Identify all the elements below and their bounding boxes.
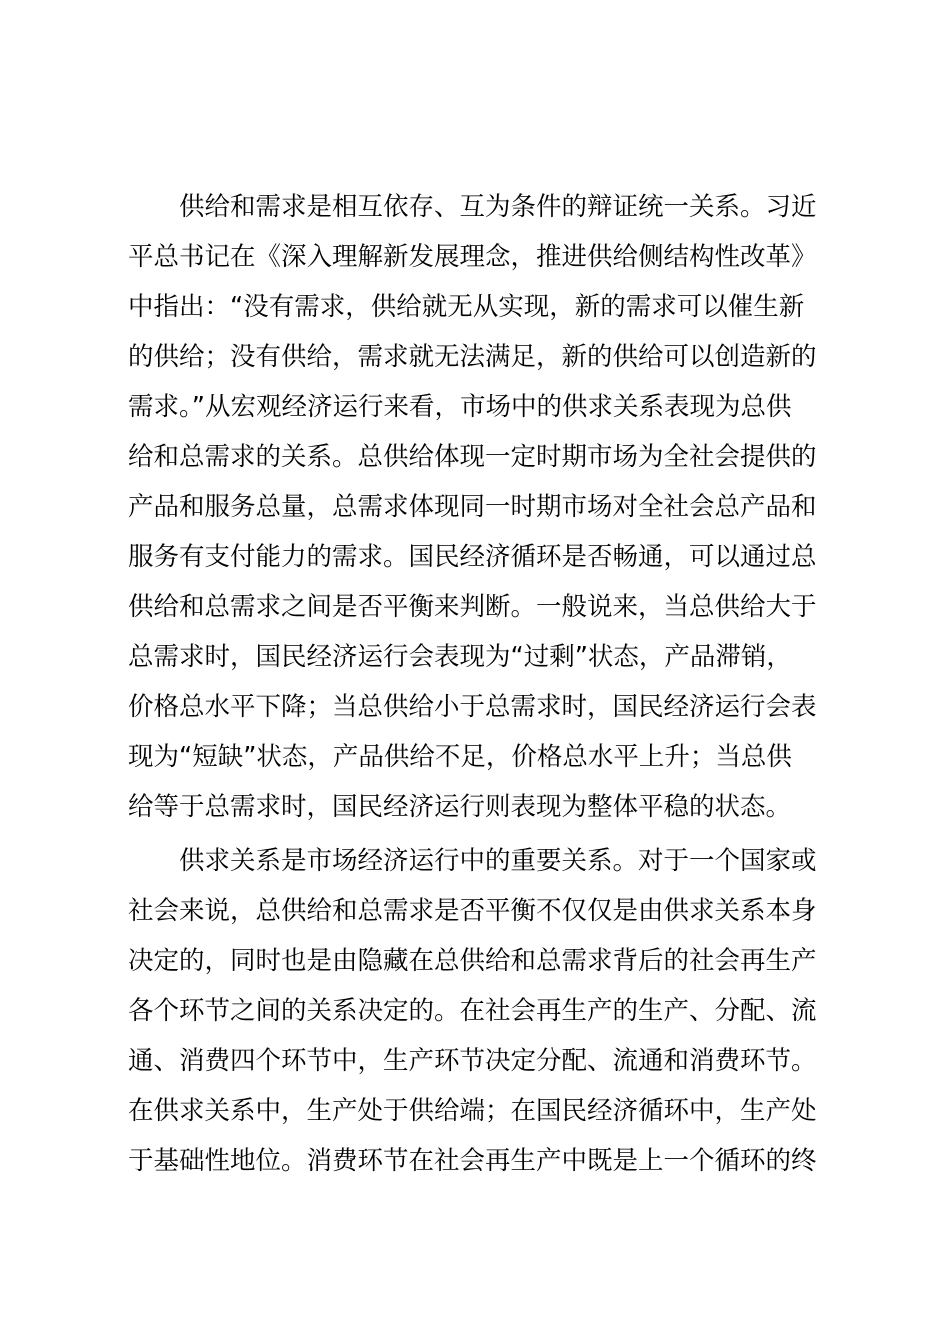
text-line: 决定的，同时也是由隐藏在总供给和总需求背后的社会再生产 bbox=[128, 946, 817, 976]
text-line: 在供求关系中，生产处于供给端；在国民经济循环中，生产处 bbox=[128, 1096, 817, 1126]
text-line: 的供给；没有供给，需求就无法满足，新的供给可以创造新的 bbox=[128, 342, 817, 372]
text-line: 总需求时，国民经济运行会表现为“过剩”状态，产品滞销， bbox=[128, 642, 792, 672]
text-line: 产品和服务总量，总需求体现同一时期市场对全社会总产品和 bbox=[128, 492, 817, 522]
text-line: 现为“短缺”状态，产品供给不足，价格总水平上升；当总供 bbox=[128, 742, 792, 772]
text-line: 通、消费四个环节中，生产环节决定分配、流通和消费环节。 bbox=[128, 1046, 817, 1076]
text-line: 供给和需求是相互依存、互为条件的辩证统一关系。习近 bbox=[128, 192, 817, 222]
text-line: 价格总水平下降；当总供给小于总需求时，国民经济运行会表 bbox=[128, 692, 817, 722]
text-line: 中指出：“没有需求，供给就无从实现，新的需求可以催生新 bbox=[128, 292, 805, 322]
text-line: 给等于总需求时，国民经济运行则表现为整体平稳的状态。 bbox=[128, 792, 792, 822]
paragraph-1 bbox=[128, 182, 832, 832]
text-line: 各个环节之间的关系决定的。在社会再生产的生产、分配、流 bbox=[128, 996, 817, 1026]
text-line: 供给和总需求之间是否平衡来判断。一般说来，当总供给大于 bbox=[128, 592, 817, 622]
text-line: 需求。”从宏观经济运行来看，市场中的供求关系表现为总供 bbox=[128, 392, 792, 422]
text-line: 给和总需求的关系。总供给体现一定时期市场为全社会提供的 bbox=[128, 442, 817, 472]
text-line: 于基础性地位。消费环节在社会再生产中既是上一个循环的终 bbox=[128, 1146, 817, 1176]
paragraph-2 bbox=[128, 836, 832, 1186]
text-line: 社会来说，总供给和总需求是否平衡不仅仅是由供求关系本身 bbox=[128, 896, 817, 926]
text-line: 服务有支付能力的需求。国民经济循环是否畅通，可以通过总 bbox=[128, 542, 817, 572]
text-line: 供求关系是市场经济运行中的重要关系。对于一个国家或 bbox=[128, 846, 817, 876]
text-line: 平总书记在《深入理解新发展理念，推进供给侧结构性改革》 bbox=[128, 242, 817, 272]
document-body bbox=[128, 182, 832, 1186]
